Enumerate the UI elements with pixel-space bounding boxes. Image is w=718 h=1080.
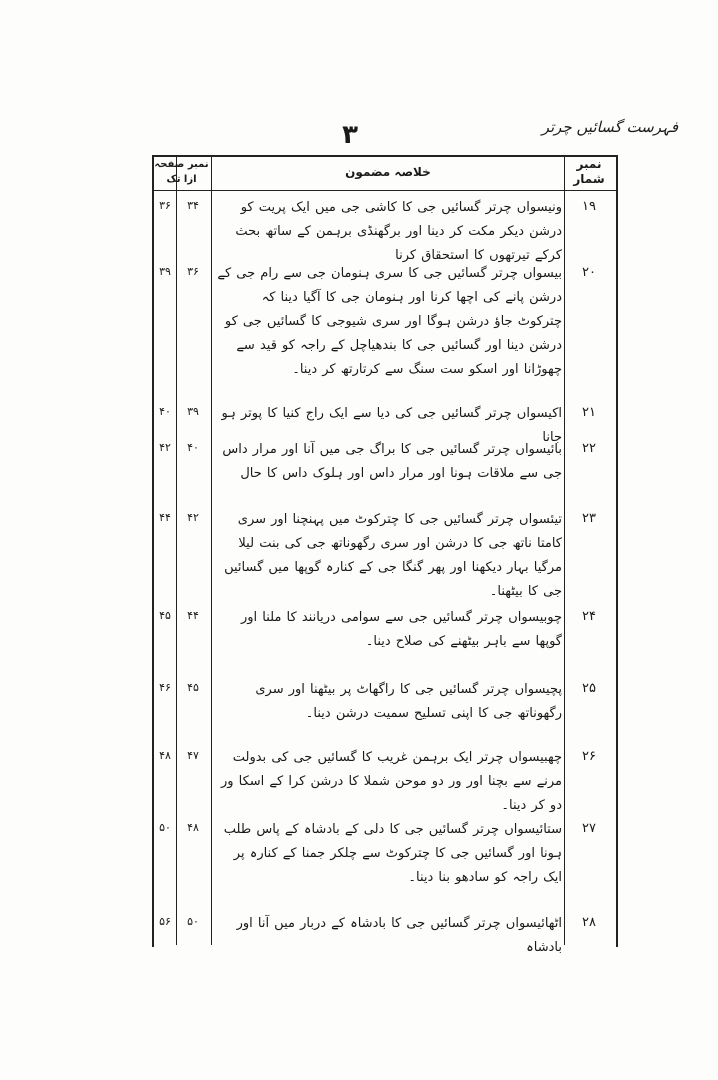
page-from: ۴۵ (187, 681, 199, 694)
entry-serial: ۲۱ (582, 405, 596, 420)
entry-serial: ۲۴ (582, 609, 596, 624)
entry-text: چھبیسواں چرتر ایک برہمن غریب کا گسائیں جی کی بدولت مرنے سے بچنا اور ور دو موحن شملا کا درشن کرا کے اسکا ور دو کر دینا۔ (220, 750, 562, 813)
page-to: ۴۵ (159, 609, 171, 622)
entry-text: ونیسواں چرتر گسائیں جی کا کاشی جی میں ایک پریت کو درشن دیکر مکت کر دینا اور برگھنڈی برہمن کے ساتھ بحث کرکے تیرتھوں کا استحقاق کرنا (235, 200, 562, 263)
page-to: ۴۴ (159, 511, 171, 524)
page-to: ۵۶ (159, 915, 171, 928)
page-from: ۳۴ (187, 199, 199, 212)
entry-serial: ۲۷ (582, 821, 596, 836)
entry-text: پچیسواں چرتر گسائیں جی کا راگھاٹ پر بیٹھنا اور سری رگھوناتھ جی کا اپنی تسلیح سمیت درشن دینا۔ (255, 682, 562, 721)
page-from: ۴۸ (187, 821, 199, 834)
entry-serial: ۲۵ (582, 681, 596, 696)
page-to: ۴۸ (159, 749, 171, 762)
page-to: ۴۶ (159, 681, 171, 694)
page-from: ۳۹ (187, 405, 199, 418)
entry-text: بیسواں چرتر گسائیں جی کا سری ہنومان جی سے رام جی کے درشن پانے کی اچھا کرنا اور ہنومان جی کا آگیا دینا کہ چترکوٹ جاؤ درشن ہوگا اور سری شیوجی کا گسائیں جی کو درشن دینا اور گسائیں جی کا بندھیاچل کے راجہ کو قید سے چھوڑانا اور اسکو ست سنگ سے کرتارتھ کر دینا۔ (217, 266, 562, 377)
entry-text: چوبیسواں چرتر گسائیں جی سے سوامی دریانند کا ملنا اور گوپھا سے باہر بیٹھنے کی صلاح دینا۔ (240, 610, 562, 649)
column-divider (176, 155, 177, 945)
page-from: ۵۰ (187, 915, 199, 928)
column-divider (564, 155, 565, 945)
page-from: ۳۶ (187, 265, 199, 278)
page-to: ۵۰ (159, 821, 171, 834)
entry-text: ستائیسواں چرتر گسائیں جی کا دلی کے بادشاہ کے پاس طلب ہونا اور گسائیں جی کا چترکوٹ سے چلکر جمنا کے کنارہ پر ایک راجہ کو سادھو بنا دینا۔ (223, 822, 562, 885)
entry-serial: ۲۸ (582, 915, 596, 930)
column-divider (211, 155, 212, 945)
page-from: ۴۰ (187, 441, 199, 454)
page-from: ۴۷ (187, 749, 199, 762)
entry-serial: ۲۰ (582, 265, 596, 280)
entry-serial: ۱۹ (582, 199, 596, 214)
page-to: ۴۲ (159, 441, 171, 454)
running-head: فہرست گسائیں چرتر (541, 118, 678, 136)
page-from: ۴۴ (187, 609, 199, 622)
header-serial: نمبر شمار (573, 157, 605, 186)
entry-serial: ۲۳ (582, 511, 596, 526)
entry-serial: ۲۲ (582, 441, 596, 456)
header-pages: نمبر صفحہ ازا تک (154, 159, 209, 185)
entry-text: اٹھائیسواں چرتر گسائیں جی کا بادشاہ کے دربار میں آنا اور بادشاہ (236, 916, 562, 955)
entry-serial: ۲۶ (582, 749, 596, 764)
entry-text: بائیسواں چرتر گسائیں جی کا براگ جی میں آنا اور مرار داس جی سے ملاقات ہونا اور مرار داس اور ہلوک داس کا حال (222, 442, 562, 481)
header-rule (152, 190, 618, 191)
page-to: ۴۰ (159, 405, 171, 418)
entry-text: تیئسواں چرتر گسائیں جی کا چترکوٹ میں پہنچنا اور سری کامتا ناتھ جی کا درشن اور سری رگھوناتھ جی کی بنت لیلا مرگیا بہار دیکھنا اور پھر گنگا جی کے کنارہ گوپھا میں گسائیں جی کا بیٹھنا۔ (224, 512, 562, 599)
page-to: ۳۹ (159, 265, 171, 278)
page-from: ۴۲ (187, 511, 199, 524)
entry-text: اکیسواں چرتر گسائیں جی کی دیا سے ایک راج کنیا کا پوتر ہو جانا (221, 406, 562, 445)
page-to: ۳۶ (159, 199, 171, 212)
page-number: ۳ (342, 120, 358, 150)
header-summary: خلاصہ مضمون (345, 165, 431, 179)
